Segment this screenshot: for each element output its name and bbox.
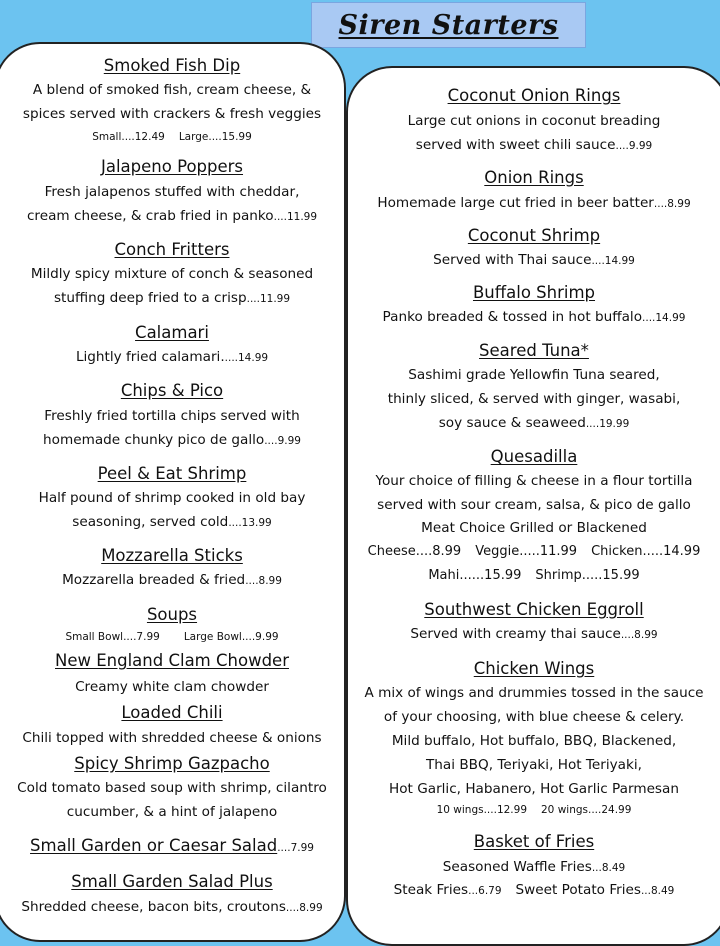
item-name: Coconut Onion Rings — [447, 86, 621, 105]
item-name: Loaded Chili — [121, 703, 223, 722]
item-desc: served with sweet chili sauce....9.99 — [415, 137, 653, 153]
item-name: Mozzarella Sticks — [101, 546, 243, 565]
item-desc: A mix of wings and drummies tossed in the sauce — [364, 685, 704, 701]
item-price: ....13.99 — [228, 517, 272, 529]
price-cheese: Cheese....8.99 — [367, 544, 462, 559]
item-price: ....14.99 — [642, 312, 686, 324]
item-name: Basket of Fries — [473, 832, 595, 851]
item-name: Seared Tuna* — [479, 341, 589, 360]
item-name: Soups — [146, 605, 198, 624]
item-desc: Homemade large cut fried in beer batter....8.99 — [377, 195, 691, 211]
item-price: ....9.99 — [615, 140, 653, 152]
item-desc: soy sauce & seaweed....19.99 — [438, 415, 630, 431]
price-20-wings: 20 wings....24.99 — [541, 804, 632, 816]
item-price: ....7.99 — [277, 842, 314, 854]
item-desc: Hot Garlic, Habanero, Hot Garlic Parmesan — [389, 781, 679, 797]
item-prices — [4, 131, 340, 143]
item-price-large: Large....15.99 — [178, 131, 252, 143]
item-price: ....8.99 — [245, 575, 282, 587]
item-name: Onion Rings — [484, 168, 584, 187]
item-desc: cream cheese, & crab fried in panko....11.99 — [26, 208, 318, 224]
item-price: ....14.99 — [591, 255, 635, 267]
item-price: ....8.99 — [653, 198, 691, 210]
item-desc: homemade chunky pico de gallo....9.99 — [43, 432, 301, 448]
item-prices — [354, 568, 714, 583]
item-desc: Your choice of filling & cheese in a flour tortilla — [375, 473, 693, 489]
item-price-large: Large Bowl....9.99 — [183, 631, 279, 643]
item-name: Peel & Eat Shrimp — [97, 464, 247, 483]
item-desc: Shredded cheese, bacon bits, croutons....8.99 — [21, 899, 323, 915]
item-name: Conch Fritters — [114, 240, 230, 259]
item-desc: Served with creamy thai sauce....8.99 — [410, 626, 658, 642]
item-price: ....14.99 — [224, 352, 269, 364]
item-name: Calamari — [135, 323, 209, 342]
item-desc: Meat Choice Grilled or Blackened — [421, 520, 647, 536]
price-10-wings: 10 wings....12.99 — [436, 804, 527, 816]
item-desc: Mildly spicy mixture of conch & seasoned — [30, 266, 314, 282]
item-desc: Mild buffalo, Hot buffalo, BBQ, Blackened, — [391, 733, 677, 749]
item-name: Small Garden or Caesar Salad....7.99 — [30, 836, 314, 855]
steak-fries: Steak Fries — [393, 882, 469, 898]
item-desc: spices served with crackers & fresh veggies — [22, 106, 322, 122]
item-price: ....11.99 — [273, 211, 318, 223]
left-menu-panel — [0, 42, 346, 942]
item-desc: Creamy white clam chowder — [75, 679, 269, 695]
item-desc: Large cut onions in coconut breading — [407, 113, 661, 129]
item-desc: Half pound of shrimp cooked in old bay — [38, 490, 306, 506]
item-name: Buffalo Shrimp — [472, 283, 596, 302]
price-mahi: Mahi......15.99 — [428, 568, 522, 583]
item-desc: Mozzarella breaded & fried....8.99 — [62, 572, 282, 588]
item-desc: stuffing deep fried to a crisp....11.99 — [53, 290, 291, 306]
item-price: ....19.99 — [585, 418, 630, 430]
item-name: Small Garden Salad Plus — [71, 872, 273, 891]
item-desc: Sashimi grade Yellowfin Tuna seared, — [408, 367, 660, 383]
price-veggie: Veggie.....11.99 — [475, 544, 578, 559]
item-desc: seasoning, served cold....13.99 — [72, 514, 272, 530]
item-prices — [4, 631, 340, 643]
item-name: Quesadilla — [490, 447, 578, 466]
item-name: Southwest Chicken Eggroll — [424, 600, 644, 619]
item-desc: cucumber, & a hint of jalapeno — [66, 804, 278, 820]
item-name: Spicy Shrimp Gazpacho — [74, 754, 270, 773]
item-price: ....9.99 — [264, 435, 301, 447]
item-name: Jalapeno Poppers — [100, 157, 244, 176]
title-box — [311, 2, 586, 48]
item-price-small: Small....12.49 — [92, 131, 165, 143]
price-shrimp: Shrimp.....15.99 — [535, 568, 640, 583]
menu-title: Siren Starters — [338, 9, 559, 41]
item-prices — [354, 544, 714, 559]
price-chicken: Chicken.....14.99 — [591, 544, 701, 559]
item-desc: Freshly fried tortilla chips served with — [44, 408, 300, 424]
item-name: Chips & Pico — [120, 381, 224, 400]
item-price: ...8.49 — [591, 862, 626, 874]
item-desc: Lightly fried calamari.....14.99 — [75, 349, 269, 365]
item-desc: of your choosing, with blue cheese & celery. — [383, 709, 685, 725]
item-name: New England Clam Chowder — [55, 651, 289, 670]
item-desc: Panko breaded & tossed in hot buffalo....14.99 — [382, 309, 686, 325]
item-desc: Served with Thai sauce....14.99 — [433, 252, 635, 268]
item-desc: Steak Fries...6.79 Sweet Potato Fries...8.49 — [393, 882, 675, 898]
item-desc: Chili topped with shredded cheese & onions — [22, 730, 322, 746]
item-desc: thinly sliced, & served with ginger, wasabi, — [387, 391, 681, 407]
item-desc: Seasoned Waffle Fries...8.49 — [442, 859, 626, 875]
item-price: ....11.99 — [246, 293, 291, 305]
item-price: ....8.99 — [620, 629, 658, 641]
item-desc: A blend of smoked fish, cream cheese, & — [32, 82, 312, 98]
sweet-potato-fries: Sweet Potato Fries — [515, 882, 641, 898]
item-price-small: Small Bowl....7.99 — [65, 631, 160, 643]
item-desc: Thai BBQ, Teriyaki, Hot Teriyaki, — [426, 757, 642, 773]
item-name: Coconut Shrimp — [467, 226, 601, 245]
item-desc: served with sour cream, salsa, & pico de gallo — [377, 497, 691, 513]
item-name: Smoked Fish Dip — [103, 56, 241, 75]
item-desc: Cold tomato based soup with shrimp, cilantro — [17, 780, 327, 796]
item-desc: Fresh jalapenos stuffed with cheddar, — [44, 184, 300, 200]
item-name: Chicken Wings — [473, 659, 595, 678]
item-prices — [354, 804, 714, 816]
right-menu-panel — [346, 66, 720, 946]
item-price: ....8.99 — [285, 902, 323, 914]
